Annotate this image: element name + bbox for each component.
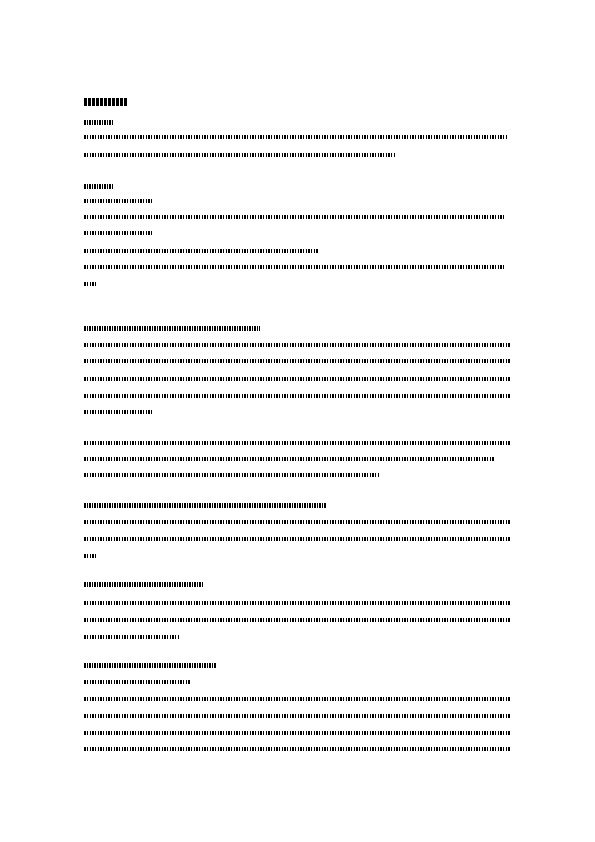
section-6-heading xyxy=(84,582,204,588)
section-5-line-1 xyxy=(84,519,510,525)
section-3-line-2 xyxy=(84,358,510,364)
section-2-line-1 xyxy=(84,214,506,220)
section-2-line-3 xyxy=(84,248,318,254)
section-3-line-3 xyxy=(84,376,510,382)
document-title xyxy=(84,96,128,108)
section-4-line-3 xyxy=(84,472,380,478)
section-7-line-2 xyxy=(84,713,510,719)
section-3-heading xyxy=(84,326,260,332)
section-7-line-4 xyxy=(84,746,510,752)
section-3-line-4 xyxy=(84,393,510,399)
section-6-line-2 xyxy=(84,617,510,623)
section-5-line-2 xyxy=(84,536,510,542)
section-7-line-3 xyxy=(84,730,510,736)
section-6-line-3 xyxy=(84,634,180,640)
section-5-line-3 xyxy=(84,553,96,559)
title-glyphs xyxy=(84,98,128,106)
section-4-line-2 xyxy=(84,456,494,462)
section-2-heading xyxy=(84,184,114,190)
section-2-line-2 xyxy=(84,230,154,236)
section-2-subheading xyxy=(84,198,154,204)
section-1-line-1 xyxy=(84,134,508,140)
section-4-line-1 xyxy=(84,440,510,446)
section-7-heading xyxy=(84,663,216,669)
section-1-line-2 xyxy=(84,152,396,158)
section-3-line-1 xyxy=(84,342,510,348)
section-2-line-5 xyxy=(84,281,98,287)
section-7-line-1 xyxy=(84,696,510,702)
section-5-heading xyxy=(84,503,326,509)
section-3-line-5 xyxy=(84,409,154,415)
section-7-subheading xyxy=(84,679,190,685)
section-1-heading xyxy=(84,120,114,126)
section-2-line-4 xyxy=(84,264,506,270)
section-6-line-1 xyxy=(84,600,510,606)
